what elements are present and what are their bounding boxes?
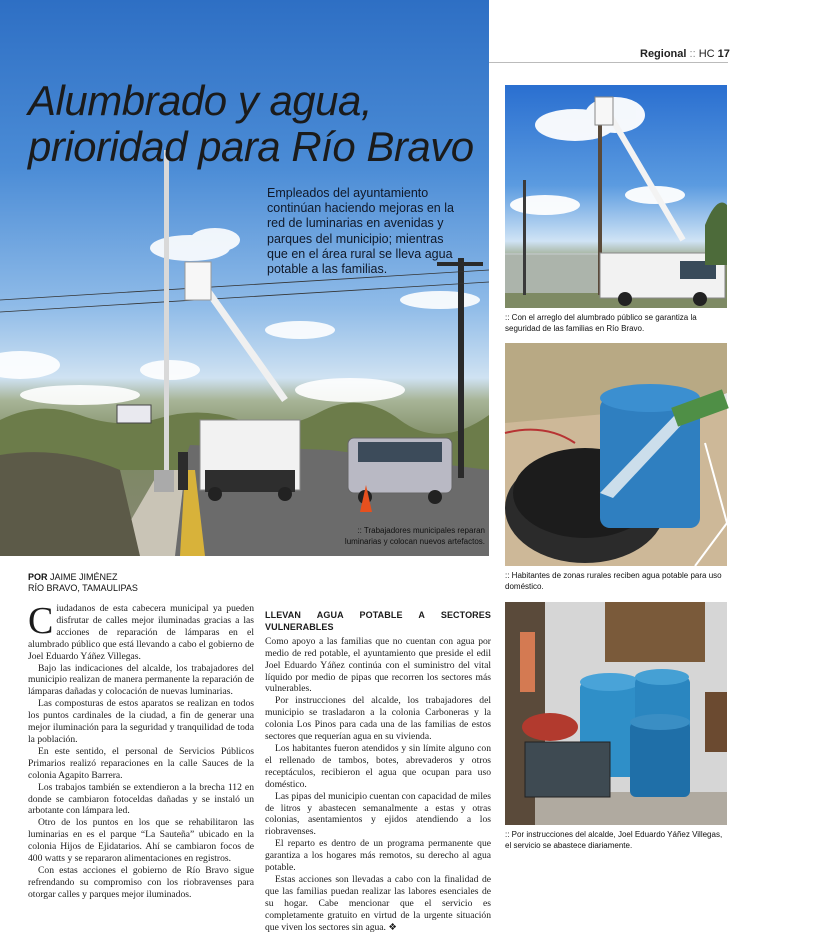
byline-author-line bbox=[28, 572, 258, 583]
paragraph-8: Como apoyo a las familias que no cuentan con agua por medio de red potable, el ayuntamiento que preside el edil Joel Eduardo Yáñez continúa con el suministro del vital líquido por medio de pipas que recorren los sectores más vulnerables. bbox=[265, 635, 491, 695]
article-column-1 bbox=[28, 600, 254, 901]
paragraph-1 bbox=[28, 600, 254, 663]
page-number: 17 bbox=[717, 48, 730, 60]
photo-street-lighting-caption: :: Con el arreglo del alumbrado público se garantiza la seguridad de las familias en Río Bravo. bbox=[505, 313, 697, 333]
dropcap: C bbox=[28, 600, 54, 642]
subhead-water: LLEVAN AGUA POTABLE A SECTORES VULNERABLES bbox=[265, 610, 491, 632]
paragraph-10: Los habitantes fueron atendidos y sin límite alguno con el rellenado de tambos, botes, abrevaderos y otros receptáculos, recibieron el agua que ocupan para uso doméstico. bbox=[265, 742, 491, 790]
paragraph-3: Las composturas de estos aparatos se realizan en todos los puntos cardinales de la ciudad, a fin de generar una mejor iluminación para la seguridad y tranquilidad de toda la población. bbox=[28, 698, 254, 745]
byline bbox=[28, 572, 258, 594]
author-name: JAIME JIMÉNEZ bbox=[50, 572, 118, 582]
deck: Empleados del ayuntamiento continúan haciendo mejoras en la red de luminarias en avenidas y parques del municipio; mientras que en el área rural se lleva agua potable a las familias. bbox=[267, 186, 454, 277]
headline-line-2: prioridad para Río Bravo bbox=[28, 123, 474, 170]
paragraph-7: Con estas acciones el gobierno de Río Bravo sigue refrendando su compromiso con los riobravenses para otorgar calles y parques mejor iluminados. bbox=[28, 864, 254, 900]
article-column-2 bbox=[265, 570, 491, 933]
headline-line-1: Alumbrado y agua, bbox=[28, 77, 373, 124]
byline-prefix: POR bbox=[28, 572, 48, 582]
paragraph-13: Estas acciones son llevadas a cabo con la finalidad de que las familias puedan realizar las labores esenciales de su hogar. Cabe mencionar que el servicio es completamente gratuito en virtud de la urgente situación que viven los sectores sin agua. ❖ bbox=[265, 873, 491, 933]
paragraph-1-text: iudadanos de esta cabecera municipal ya pueden disfrutar de calles mejor iluminadas gracias a las acciones de reparación de lámparas en el alumbrado público que está llevando a cabo el gobierno de Joel Eduardo Yáñez Villegas. bbox=[28, 603, 254, 662]
photo-water-delivery-caption: :: Habitantes de zonas rurales reciben agua potable para uso doméstico. bbox=[505, 571, 722, 591]
section-name: Regional bbox=[640, 48, 687, 60]
main-photo-caption: :: Trabajadores municipales reparan luminarias y colocan nuevos artefactos. bbox=[344, 526, 485, 546]
paragraph-6: Otro de los puntos en los que se rehabilitaron las luminarias en es el parque “La Sauteña” ubicado en la colonia Hijos de Ejidatarios. Ahí se cambiaron focos de 400 watts y se repararon alimentaciones en registros. bbox=[28, 817, 254, 865]
paper-name: HC bbox=[698, 48, 715, 60]
photo-water-delivery bbox=[505, 343, 727, 566]
photo-water-barrels-illustration bbox=[505, 602, 727, 825]
header-separator: :: bbox=[689, 48, 696, 60]
headline bbox=[28, 78, 488, 170]
paragraph-12: El reparto es dentro de un programa permanente que garantiza a los hogares más remotos, su derecho al agua potable. bbox=[265, 838, 491, 874]
dateline: RÍO BRAVO, TAMAULIPAS bbox=[28, 583, 138, 593]
photo-water-barrels-caption: :: Por instrucciones del alcalde, Joel Eduardo Yáñez Villegas, el servicio se abastece diariamente. bbox=[505, 830, 723, 850]
photo-street-lighting-illustration bbox=[505, 85, 727, 308]
paragraph-9: Por instrucciones del alcalde, los trabajadores del municipio se trasladaron a la colonia Carboneras y la colonia Los Pinos para cada una de las familias de estos sectores que requerían agua en su vivienda. bbox=[265, 695, 491, 743]
page-header bbox=[640, 48, 730, 60]
photo-street-lighting bbox=[505, 85, 727, 308]
paragraph-11: Las pipas del municipio cuentan con capacidad de miles de litros y abastecen semanalmente a estas y otras colonias, asentamientos y ejidos atendiendo a los riobravenses. bbox=[265, 790, 491, 838]
main-photo bbox=[0, 0, 489, 556]
paragraph-4: En este sentido, el personal de Servicios Públicos Primarios realizó reparaciones en la calle Sauces de la colonia Agapito Barrera. bbox=[28, 745, 254, 781]
paragraph-5: Los trabajos también se extendieron a la brecha 112 en donde se cambiaron fotoceldas dañadas y se instaló un arbotante con lámpara led. bbox=[28, 781, 254, 817]
photo-water-barrels bbox=[505, 602, 727, 825]
paragraph-2: Bajo las indicaciones del alcalde, los trabajadores del municipio realizan de manera permanente la reparación de lámparas dañadas y colocación de nuevas luminarias. bbox=[28, 662, 254, 698]
photo-water-delivery-illustration bbox=[505, 343, 727, 566]
